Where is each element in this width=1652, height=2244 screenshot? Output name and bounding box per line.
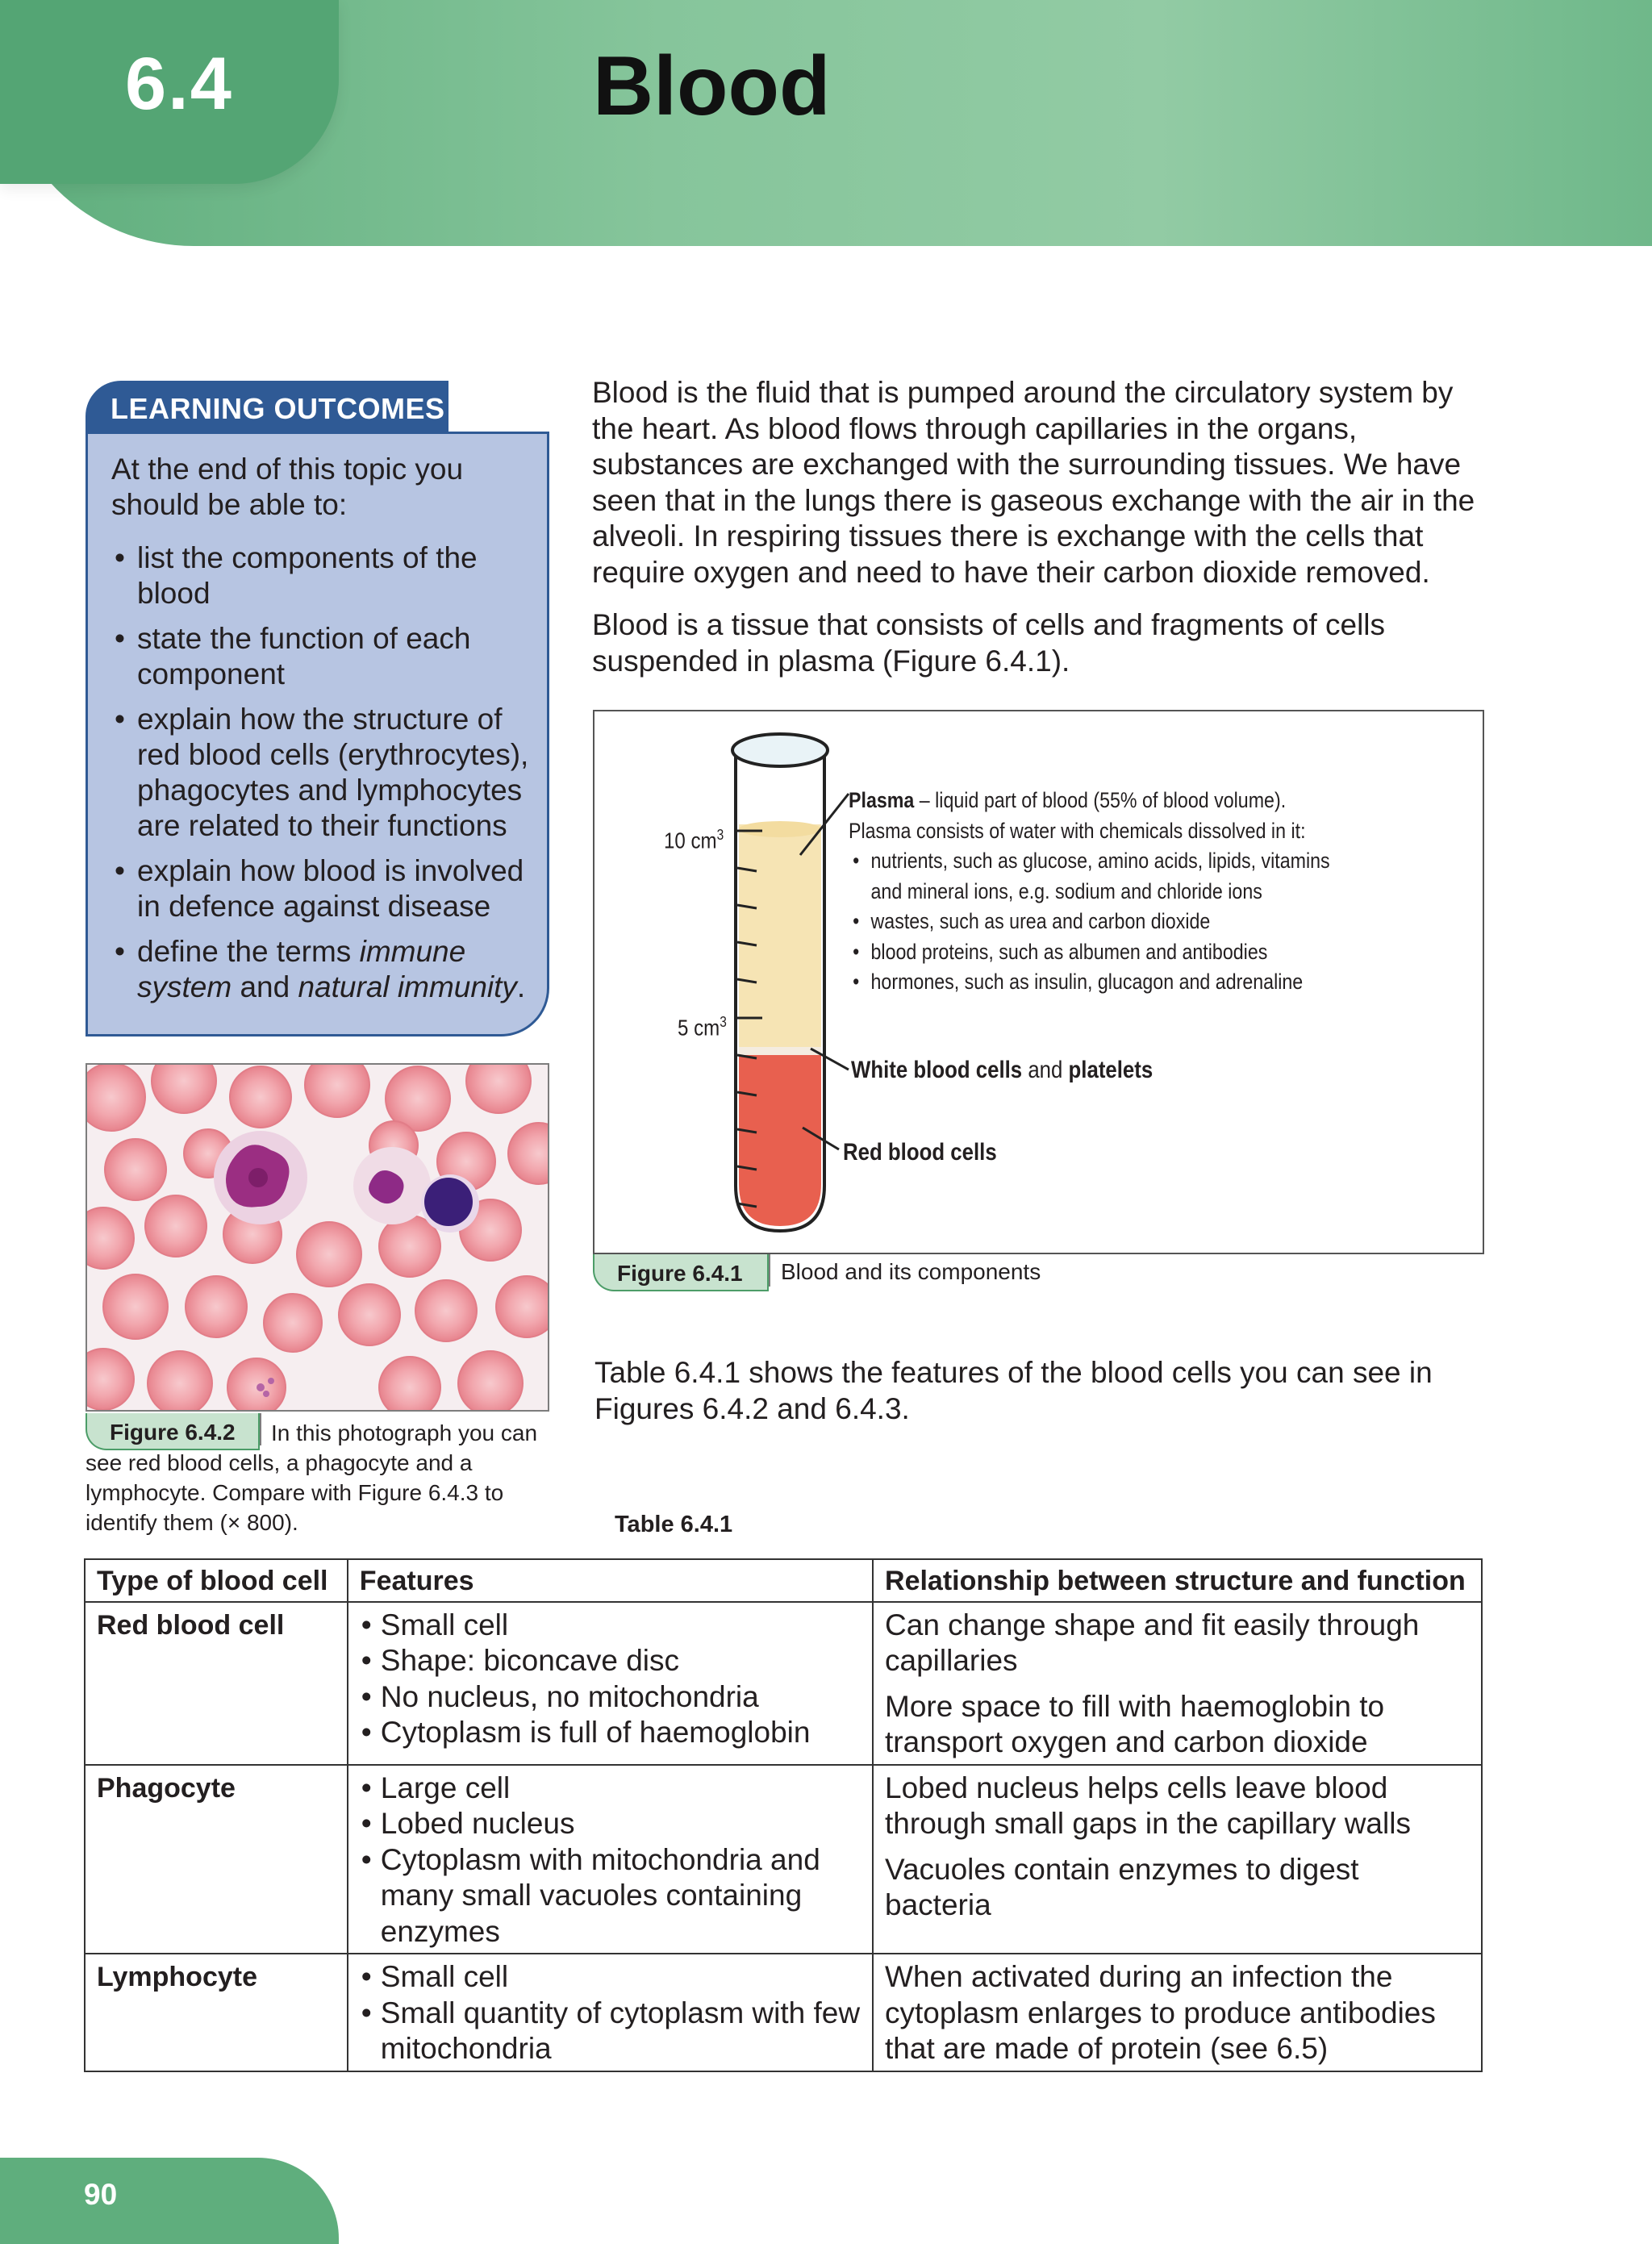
cell-relationship: Lobed nucleus helps cells leave blood through small gaps in the capillary walls Vacuoles contain enzymes to digest bacteria xyxy=(873,1765,1482,1954)
figure-641-caption: Blood and its components xyxy=(781,1259,1041,1284)
column-header: Type of blood cell xyxy=(85,1559,348,1602)
list-item xyxy=(113,934,532,1005)
figure-641-label: Figure 6.4.1 xyxy=(593,1254,769,1291)
wbc-platelets-label: White blood cells and platelets xyxy=(851,1057,1153,1083)
list-item: • Small quantity of cytoplasm with few mitochondria xyxy=(360,1996,861,2067)
blood-cells-micrograph xyxy=(87,1065,549,1412)
intro-paragraph-2: Blood is a tissue that consists of cells and fragments of cells suspended in plasma (Figure 6.4.1). xyxy=(592,608,1386,678)
list-item: • hormones, such as insulin, glucagon and adrenaline xyxy=(849,967,1330,998)
rbc-label: Red blood cells xyxy=(843,1139,997,1166)
learning-outcomes-title: LEARNING OUTCOMES xyxy=(111,392,445,425)
cell-relationship: Can change shape and fit easily through capillaries More space to fill with haemoglobin to transport oxygen and carbon dioxide xyxy=(873,1602,1482,1765)
table-row xyxy=(85,1765,1482,1954)
list-item: • wastes, such as urea and carbon dioxide xyxy=(849,907,1330,937)
plasma-description: Plasma – liquid part of blood (55% of blood volume). Plasma consists of water with chemicals dissolved in it: xyxy=(849,788,1306,843)
phagocyte xyxy=(214,1131,307,1224)
page-number: 90 xyxy=(84,2178,118,2211)
table-row xyxy=(85,1954,1482,2071)
cell-type: Phagocyte xyxy=(85,1765,348,1954)
list-item-text: and xyxy=(232,970,298,1003)
volume-label-5: 5 $cm^3$ xyxy=(678,1014,727,1041)
list-item: • Cytoplasm is full of haemoglobin xyxy=(360,1715,861,1751)
list-item-text: define the terms xyxy=(137,935,360,968)
cell-features xyxy=(348,1602,873,1765)
blood-cell-table xyxy=(84,1558,1483,2072)
list-item: • Large cell xyxy=(360,1771,861,1807)
list-item: • Cytoplasm with mitochondria and many small vacuoles containing enzymes xyxy=(360,1842,861,1950)
list-item: • Small cell xyxy=(360,1608,861,1644)
lymphocyte xyxy=(421,1174,479,1233)
table-title: Table 6.4.1 xyxy=(615,1512,733,1537)
caption-divider xyxy=(769,1254,770,1287)
footer-tab xyxy=(0,2158,339,2244)
term-natural-immunity: natural immunity xyxy=(298,970,517,1003)
learning-outcomes-list xyxy=(113,540,532,1015)
list-item-text: . xyxy=(516,970,526,1003)
list-item: • Small cell xyxy=(360,1959,861,1996)
plasma-contents-list xyxy=(849,846,1330,998)
list-item: • nutrients, such as glucose, amino acids, lipids, vitamins xyxy=(849,846,1330,877)
table-header-row xyxy=(85,1559,1482,1602)
list-item: • state the function of each component xyxy=(113,621,532,692)
term-immune-system: immune system xyxy=(137,935,466,1003)
list-item: • explain how the structure of red blood cells (erythrocytes), phagocytes and lymphocytes are related to their functions xyxy=(113,702,532,844)
phagocyte xyxy=(353,1147,431,1224)
blood-cells-photo xyxy=(86,1063,549,1412)
column-header: Relationship between structure and function xyxy=(873,1559,1482,1602)
volume-label-10: 10 $cm^3$ xyxy=(664,827,724,853)
list-item: • No nucleus, no mitochondria xyxy=(360,1679,861,1716)
cell-relationship: When activated during an infection the cytoplasm enlarges to produce antibodies that are made of protein (see 6.5) xyxy=(873,1954,1482,2071)
figure-642-label: Figure 6.4.2 xyxy=(86,1413,260,1450)
cell-type: Red blood cell xyxy=(85,1602,348,1765)
cell-type: Lymphocyte xyxy=(85,1954,348,2071)
cell-features xyxy=(348,1765,873,1954)
list-item: • explain how blood is involved in defence against disease xyxy=(113,853,532,924)
list-item: • Shape: biconcave disc xyxy=(360,1643,861,1679)
plasma-title: Plasma xyxy=(849,788,915,812)
table-row xyxy=(85,1602,1482,1765)
list-item: and mineral ions, e.g. sodium and chloride ions xyxy=(870,878,1262,903)
intro-paragraph-1: Blood is the fluid that is pumped around the circulatory system by the heart. As blood flows through capillaries in the organs, substances are exchanged with the surrounding tissues. We have seen that in the lungs there is gaseous exchange with the air in the alveoli. In respiring tissues there is exchange with the cells that require oxygen and need to have their carbon dioxide removed. xyxy=(592,376,1475,589)
column-header: Features xyxy=(348,1559,873,1602)
list-item: • list the components of the blood xyxy=(113,540,532,611)
cell-features xyxy=(348,1954,873,2071)
learning-outcomes-intro: At the end of this topic you should be able to: xyxy=(111,453,464,521)
list-item: • blood proteins, such as albumen and antibodies xyxy=(849,937,1330,968)
figure-642-caption: In this photograph you can see red blood cells, a phagocyte and a lymphocyte. Compare with Figure 6.4.3 to identify them (× 800). xyxy=(86,1420,538,1535)
section-number: 6.4 xyxy=(125,43,233,125)
list-item: • Lobed nucleus xyxy=(360,1806,861,1842)
table-reference-text: Table 6.4.1 shows the features of the blood cells you can see in Figures 6.4.2 and 6.4.3. xyxy=(594,1356,1433,1425)
page-title: Blood xyxy=(593,40,831,133)
